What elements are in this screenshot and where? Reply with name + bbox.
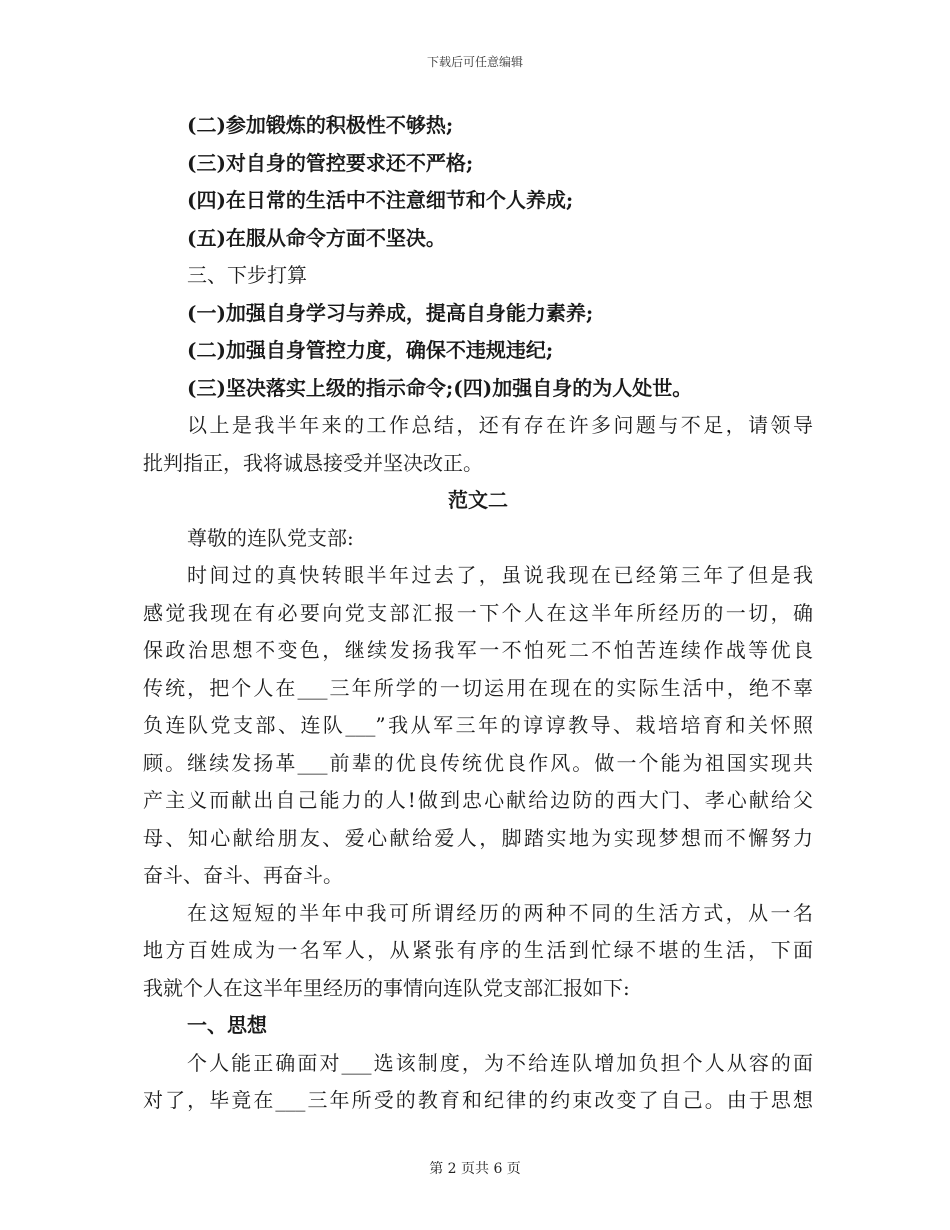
text-line: 时间过的真快转眼半年过去了，虽说我现在已经第三年了但是我 [187,563,813,587]
section-title: 范文二 [448,488,508,512]
text-line: 尊敬的连队党支部: [187,525,354,550]
text-line: 在这短短的半年中我可所谓经历的两种不同的生活方式，从一名 [187,900,813,925]
text-line: 我就个人在这半年里经历的事情向连队党支部汇报如下: [143,975,630,1000]
text-line: (四)在日常的生活中不注意细节和个人养成; [187,188,574,212]
text-line: (一)加强自身学习与养成，提高自身能力素养; [187,300,594,325]
text-line: (三)对自身的管控要求还不严格; [187,150,474,175]
text-line: 感觉我现在有必要向党支部汇报一下个人在这半年所经历的一切，确 [143,600,813,625]
text-line: (三)坚决落实上级的指示命令;(四)加强自身的为人处世。 [187,375,693,400]
text-line: 一、思想 [187,1013,267,1037]
text-line: (二)加强自身管控力度，确保不违规违纪; [187,338,554,362]
text-line: 传统，把个人在___三年所学的一切运用在现在的实际生活中，绝不辜 [143,675,813,700]
text-line: 顾。继续发扬革___前辈的优良传统优良作风。做一个能为祖国实现共 [143,750,813,775]
text-line: 产主义而献出自己能力的人!做到忠心献给边防的西大门、孝心献给父 [143,788,813,812]
text-line: 地方百姓成为一名军人，从紧张有序的生活到忙绿不堪的生活，下面 [143,938,813,962]
page-header: 下载后可任意编辑 [426,55,523,69]
document-body [143,107,813,1120]
text-line: 奋斗、奋斗、再奋斗。 [143,863,343,887]
text-line: (五)在服从命令方面不坚决。 [187,225,446,250]
text-line: 批判指正，我将诚恳接受并坚决改正。 [143,450,483,475]
text-line: 三、下步打算 [187,263,307,287]
text-line: 母、知心献给朋友、爱心献给爱人，脚踏实地为实现梦想而不懈努力 [143,825,813,850]
text-line: (二)参加锻炼的积极性不够热; [187,113,454,137]
text-line: 对了，毕竟在___三年所受的教育和纪律的约束改变了自己。由于思想 [143,1088,813,1112]
text-line: 以上是我半年来的工作总结，还有存在许多问题与不足，请领导 [187,413,813,437]
text-line: 保政治思想不变色，继续发扬我军一不怕死二不怕苦连续作战等优良 [143,638,813,662]
text-line: 个人能正确面对___选该制度，为不给连队增加负担个人从容的面 [187,1050,813,1075]
text-line: 负连队党支部、连队___”我从军三年的谆谆教导、栽培培育和关怀照 [143,713,813,737]
page-footer: 第 2 页共 6 页 [429,1161,521,1177]
